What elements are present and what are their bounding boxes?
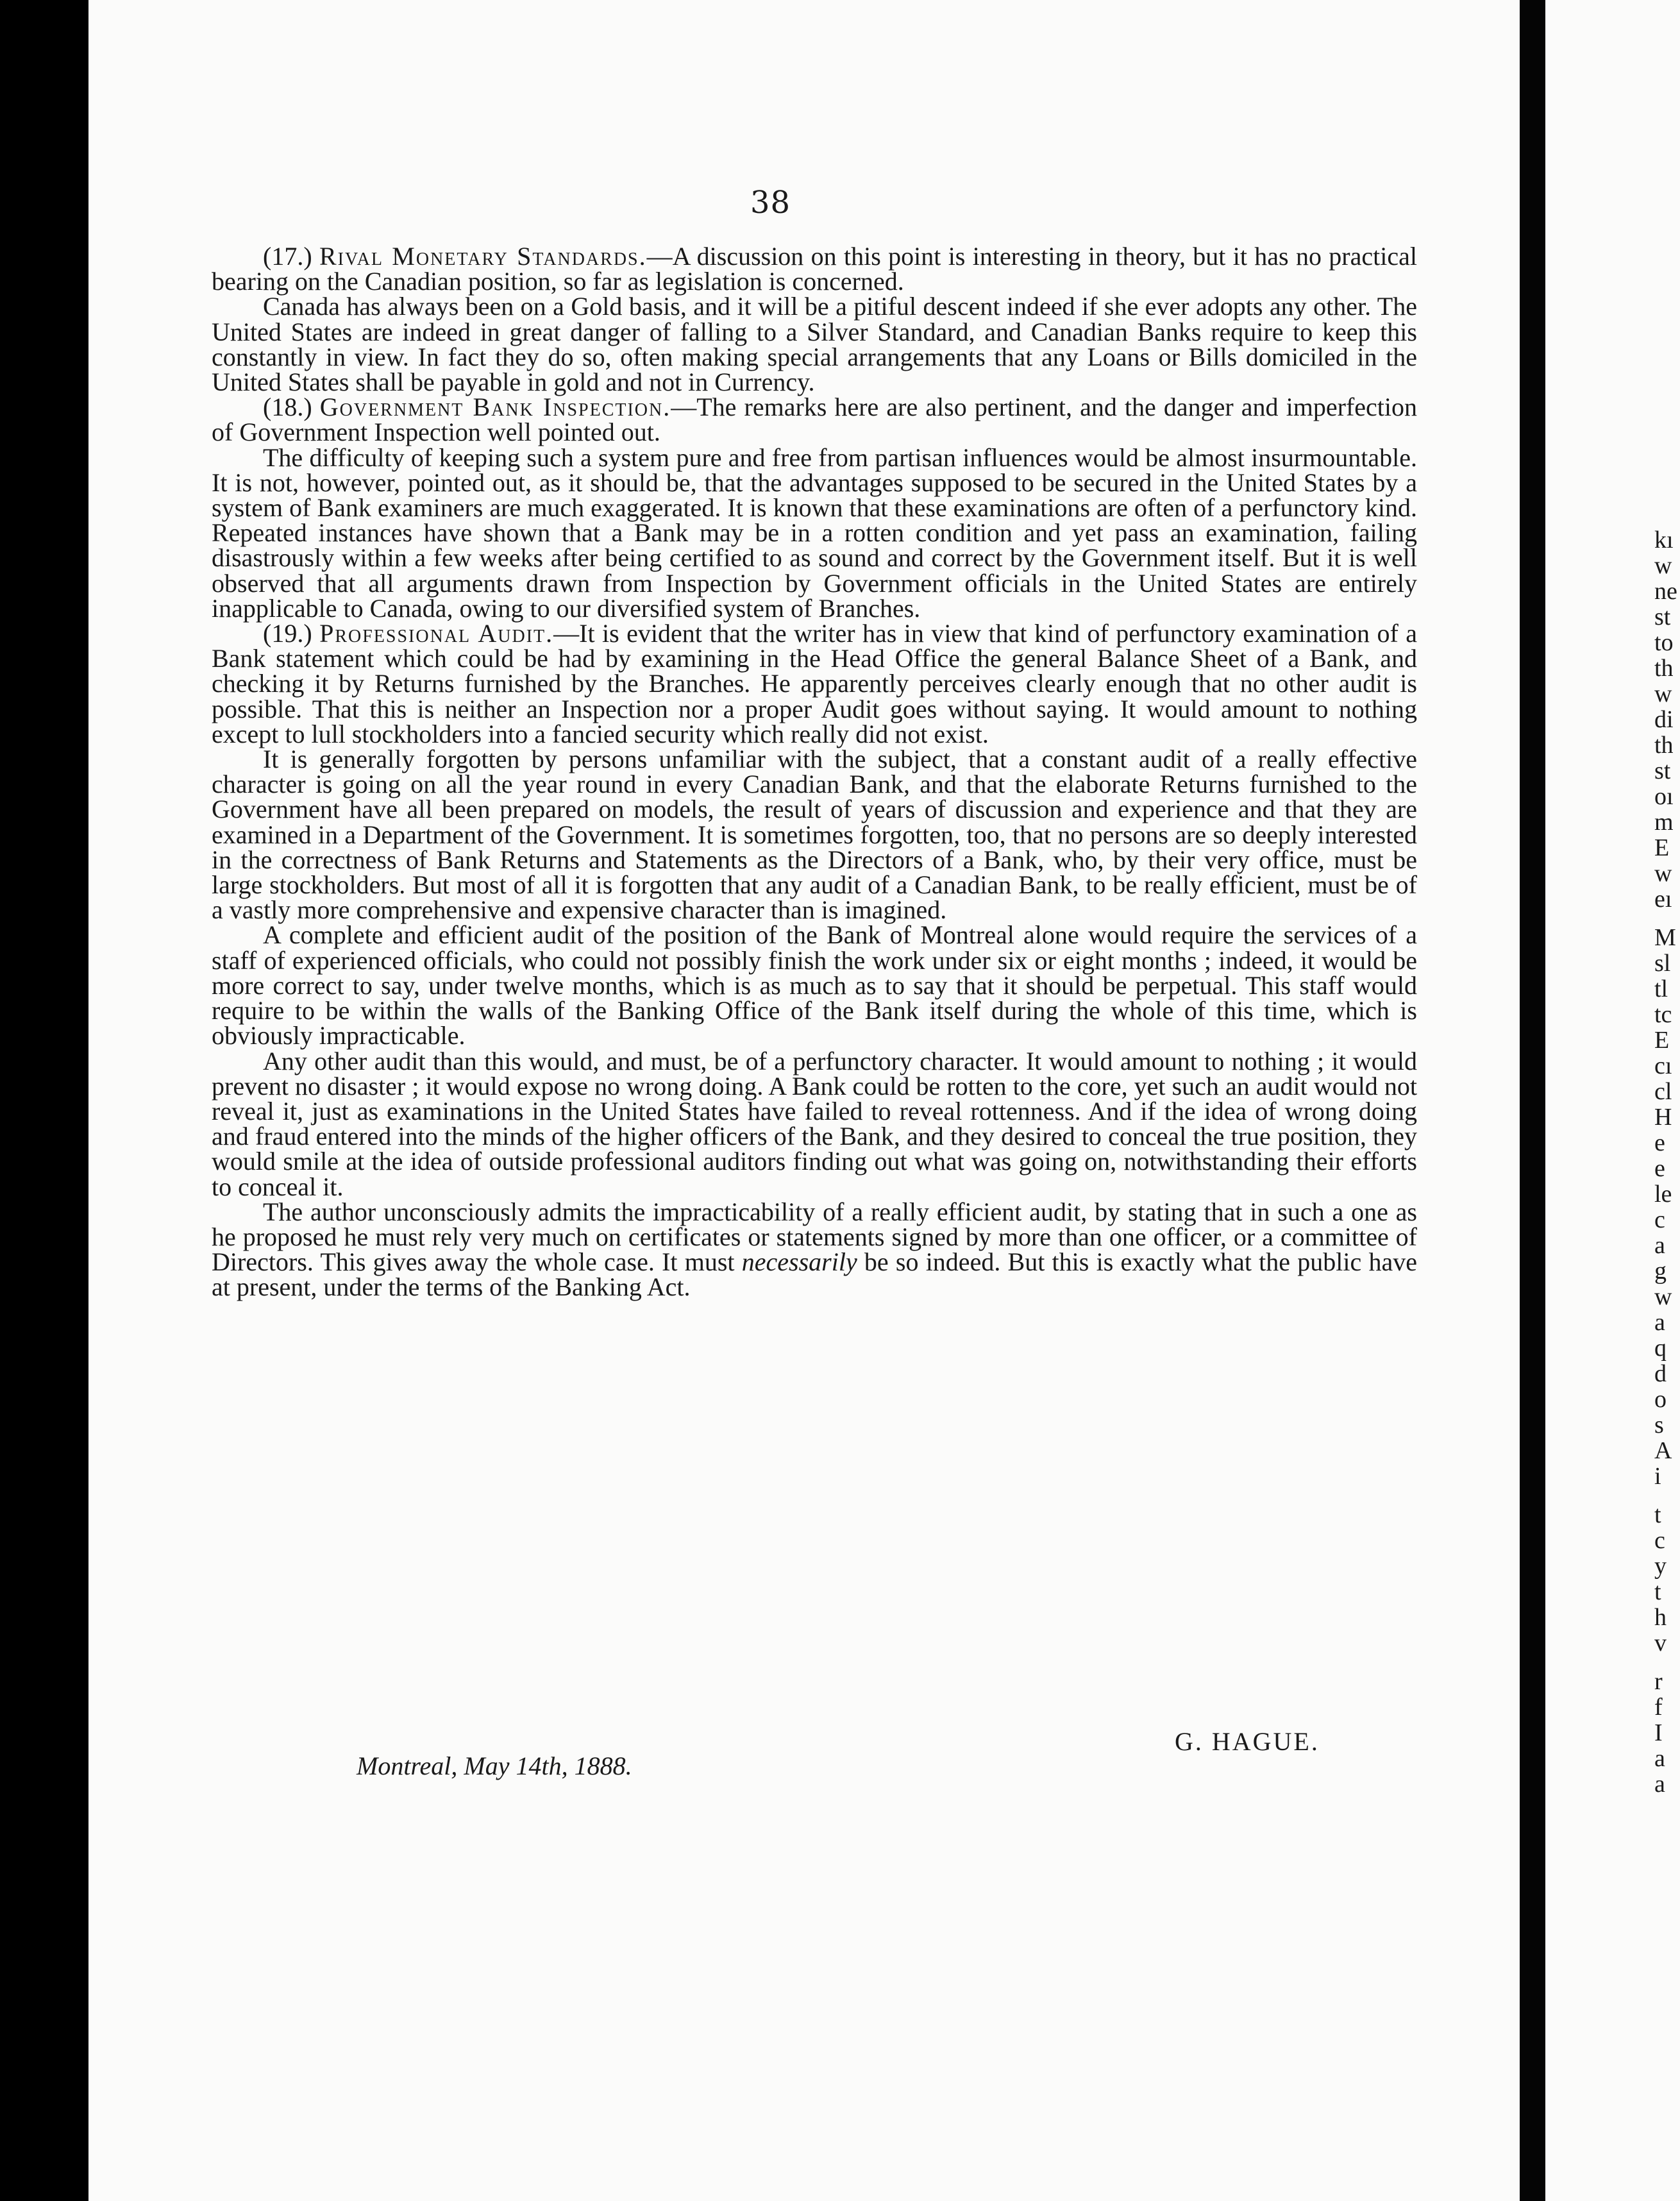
adjacent-page-fragment-text: tc	[1654, 1001, 1672, 1028]
adjacent-page-fragment-text: th	[1654, 655, 1674, 682]
adjacent-page-fragment-text: w	[1654, 860, 1672, 887]
page-gutter	[1520, 0, 1545, 2201]
adjacent-page-fragment-text: kı	[1654, 527, 1674, 553]
adjacent-page-fragment-text: tl	[1654, 975, 1668, 1002]
adjacent-page-fragment-text: E	[1654, 1027, 1670, 1054]
adjacent-page-fragment-text: ne	[1654, 578, 1677, 605]
section-18-heading: Government Bank Inspection.	[319, 392, 671, 422]
section-19-text: —It is evident that the writer has in view that kind of perfunctory examination of a Bank statement which could be had by examining in the Head Office the general Balance Sheet of a Bank, and checking it by Returns furnished by the Branches. He apparently perceives clearly enough that no other audit is possible. That this is neither an Inspection nor a proper Audit goes without saying. It would amount to nothing except to lull stockholders into a fancied security which really did not exist.	[212, 619, 1417, 748]
adjacent-page-fragment-text: st	[1654, 603, 1671, 630]
section-19-paragraph-2: It is generally forgotten by persons unfamiliar with the subject, that a constant audit of a really effective character is going on all the year round in every Canadian Bank, and that the elaborate Returns furnished to the Government have all been prepared on models, the result of years of discussion and experience and that they are examined in a Department of the Government. It is sometimes forgotten, too, that no persons are so deeply interested in the correctness of Bank Returns and Statements as the Directors of a Bank, who, by their very office, must be large stockholders. But most of all it is forgotten that any audit of a Canadian Bank, to be really efficient, must be of a vastly more comprehensive and expensive character than is imagined.	[212, 745, 1417, 925]
adjacent-page-fragment-text: sl	[1654, 950, 1671, 977]
author-signature: G. HAGUE.	[1175, 1727, 1320, 1756]
adjacent-page-fragment-text: E	[1654, 834, 1670, 861]
section-19-paragraph-4: Any other audit than this would, and must, be of a perfunctory character. It would amount to nothing ; it would prevent no disaster ; it would expose no wrong doing. A Bank could be rotten to the core, yet such an audit would not reveal it, just as examinations in the United States have failed to reveal rottenness. And if the idea of wrong doing and fraud entered into the minds of the higher officers of the Bank, and they desired to conceal the true position, they would smile at the idea of outside professional auditors finding out what was going on, notwithstanding their efforts to conceal it.	[212, 1046, 1417, 1201]
adjacent-page-fragment-text: to	[1654, 629, 1674, 656]
adjacent-page-fragment-text: a	[1654, 1309, 1665, 1336]
section-18-number: (18.)	[263, 392, 312, 422]
adjacent-page-fragment-text: A	[1654, 1437, 1672, 1464]
adjacent-page-fragment-text: H	[1654, 1104, 1672, 1131]
section-18-paragraph-1	[212, 392, 1417, 447]
adjacent-page-fragment-text: s	[1654, 1412, 1664, 1438]
adjacent-page-fragment-text: e	[1654, 1129, 1665, 1156]
emphasis-necessarily: necessarily	[741, 1247, 857, 1277]
section-17-paragraph-1	[212, 244, 1417, 294]
adjacent-page-fragment-text: t	[1654, 1578, 1661, 1605]
section-19-paragraph-5	[212, 1199, 1417, 1300]
adjacent-page-fragment-text: st	[1654, 757, 1671, 784]
adjacent-page-fragment-text: y	[1654, 1553, 1667, 1580]
adjacent-page-fragment-text: th	[1654, 732, 1674, 759]
section-19-p5-end: be so indeed. But this is exactly what the public have at present, under the terms of the Banking Act.	[212, 1247, 1417, 1302]
adjacent-page-fragment-text: q	[1654, 1335, 1667, 1362]
section-17-heading: Rival Monetary Standards.	[319, 242, 647, 271]
adjacent-page-fragment-text: r	[1654, 1668, 1663, 1695]
adjacent-page-fragment-text: cı	[1654, 1052, 1672, 1079]
adjacent-page-fragment-text: h	[1654, 1604, 1667, 1631]
adjacent-page-fragment-text: v	[1654, 1630, 1667, 1657]
section-17-number: (17.)	[263, 242, 312, 271]
adjacent-page-fragment-text: e	[1654, 1155, 1665, 1182]
adjacent-page-fragment-text: c	[1654, 1206, 1665, 1233]
adjacent-page-fragment-text: d	[1654, 1360, 1667, 1387]
section-18-paragraph-2: The difficulty of keeping such a system pure and free from partisan influences would be almost insurmountable. It is not, however, pointed out, as it should be, that the advantages supposed to be secured in the United States by a system of Bank examiners are much exaggerated. It is known that these examinations are often of a perfunctory kind. Repeated instances have shown that a Bank may be in a rotten condition and yet pass an examination, failing disastrously within a few weeks after being certified to as sound and correct by the Government itself. But it is well observed that all arguments drawn from Inspection by Government officials in the United States are entirely inapplicable to Canada, owing to our diversified system of Branches.	[212, 443, 1417, 623]
adjacent-page-fragment-text: I	[1654, 1719, 1663, 1746]
section-19-paragraph-1	[212, 621, 1417, 746]
adjacent-page-fragment-text: a	[1654, 1745, 1665, 1772]
section-19-number: (19.)	[263, 619, 312, 648]
adjacent-page-fragment-text: a	[1654, 1232, 1665, 1259]
adjacent-page-fragment-text: le	[1654, 1181, 1672, 1208]
scan-margin-left	[0, 0, 88, 2201]
adjacent-page-fragment-text: di	[1654, 706, 1674, 733]
adjacent-page-fragment-text: w	[1654, 1283, 1672, 1310]
dateline: Montreal, May 14th, 1888.	[357, 1751, 632, 1780]
section-17-paragraph-2: Canada has always been on a Gold basis, and it will be a pitiful descent indeed if she ever adopts any other. The United States are indeed in great danger of falling to a Silver Standard, and Canadian Banks require to keep this constantly in view. In fact they do so, often making special arrangements that any Loans or Bills domiciled in the United States shall be payable in gold and not in Currency.	[212, 292, 1417, 397]
adjacent-page-fragment-text: cl	[1654, 1078, 1672, 1105]
adjacent-page-fragment-text: oı	[1654, 783, 1674, 810]
adjacent-page-fragment-text: a	[1654, 1771, 1665, 1798]
page-number: 38	[750, 185, 791, 221]
adjacent-page-fragment-text: c	[1654, 1527, 1665, 1554]
section-17-text: —A discussion on this point is interesting in theory, but it has no practical bearing on the Canadian position, so far as legislation is concerned.	[212, 242, 1417, 296]
section-19-p5-start: The author unconsciously admits the impracticability of a really efficient audit, by stating that in such a one as he proposed he must rely very much on certificates or statements signed by more than one officer, or a committee of Directors. This gives away the whole case. It must	[212, 1197, 1417, 1277]
adjacent-page-fragment-text: m	[1654, 809, 1674, 836]
adjacent-page-fragment-text: g	[1654, 1258, 1667, 1285]
adjacent-page-fragment-text: t	[1654, 1501, 1661, 1528]
adjacent-page-fragment-text: o	[1654, 1386, 1667, 1413]
adjacent-page-fragment-text: eı	[1654, 886, 1672, 913]
adjacent-page-fragment-text: i	[1654, 1463, 1661, 1490]
section-18-text: —The remarks here are also pertinent, and the danger and imperfection of Government Inspection well pointed out.	[212, 392, 1417, 447]
adjacent-page-fragment-text: w	[1654, 680, 1672, 707]
document-body	[212, 244, 1417, 1300]
adjacent-page-fragment-text: f	[1654, 1694, 1663, 1721]
adjacent-page-fragment-text: w	[1654, 552, 1672, 579]
section-19-paragraph-3: A complete and efficient audit of the position of the Bank of Montreal alone would require the services of a staff of experienced officials, who could not possibly finish the work under six or eight months ; indeed, it would be more correct to say, under twelve months, which is as much as to say that it should be perpetual. This staff would require to be within the walls of the Banking Office of the Bank itself during the whole of this time, which is obviously impracticable.	[212, 920, 1417, 1050]
adjacent-page-fragment-text: M	[1654, 924, 1676, 951]
section-19-heading: Professional Audit.	[319, 619, 554, 648]
